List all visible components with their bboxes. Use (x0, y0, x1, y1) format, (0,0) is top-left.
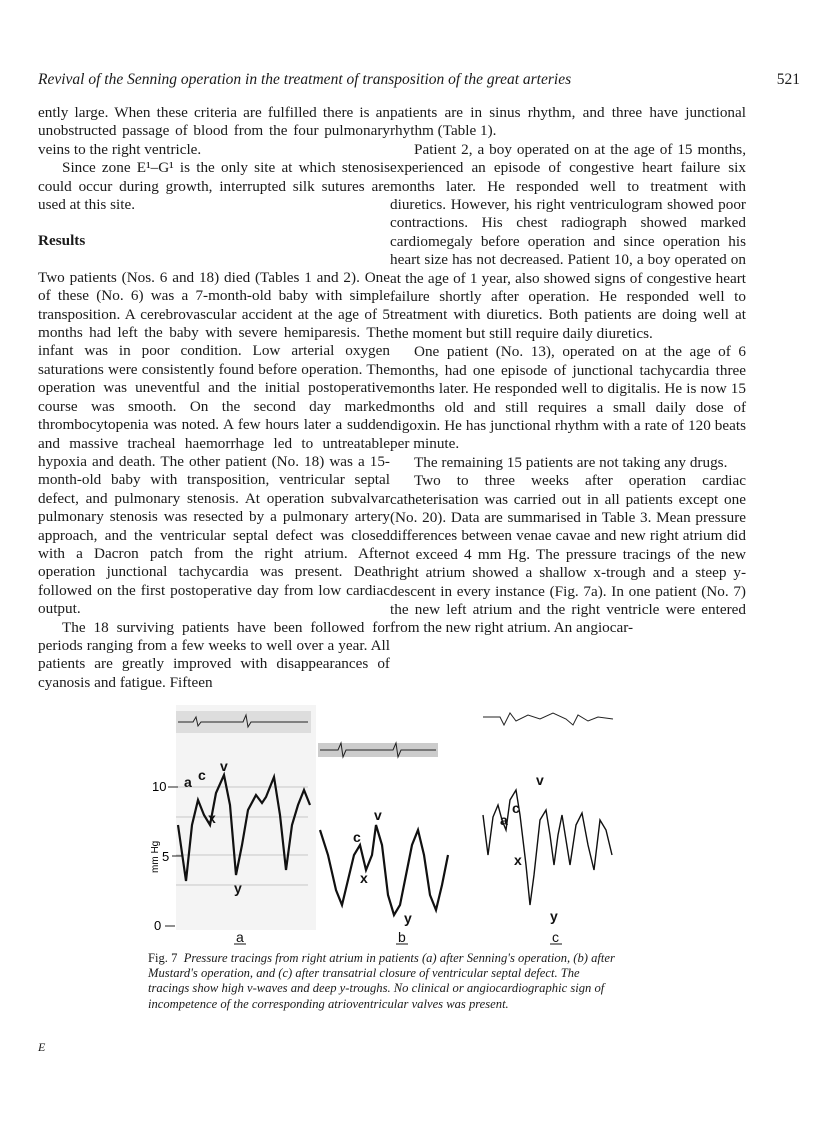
folio-mark: E (38, 1040, 46, 1054)
y-tick-5: 5 (162, 849, 170, 864)
panel-c-ecg-trace (483, 713, 613, 725)
y-tick-0: 0 (154, 918, 162, 933)
panel-c-pressure-trace (483, 790, 612, 905)
page-number: 521 (776, 71, 800, 88)
panel-label-b: b (398, 929, 406, 945)
paragraph: Two patients (Nos. 6 and 18) died (Tables 1 and 2). One of these (No. 6) was a 7-month-old baby with simple transposition. A cerebrovascular accident at the age of 5 months had left the baby with severe hemiparesis. The infant was in poor condition. Low arterial oxygen saturations were consistently found before operation. The operation was uneventful and the initial postoperative course was smooth. On the second day marked thrombocytopenia was noted. A few hours later a sudden and massive tracheal haemorrhage led to untreatable hypoxia and death. The other patient (No. 18) was a 15-month-old baby with transposition, ventricular septal defect, and pulmonary stenosis. At operation subvalvar pulmonary stenosis was resected by a pulmonary artery approach, and the ventricular septal defect was closed with a Dacron patch from the right atrium. After operation junctional tachycardia was present. Death followed on the first postoperative day from low cardiac output. (38, 268, 390, 618)
wave-label-c-v: v (536, 772, 544, 788)
paragraph: Two to three weeks after operation cardiac catheterisation was carried out in all patients except one (No. 20). Data are summarised in Table 3. Mean pressure differences between venae cavae and new right atrium did not exceed 4 mm Hg. The pressure tracings of the new right atrium showed a shallow x-trough and a steep y-descent in every instance (Fig. 7a). In one patient (No. 7) the new left atrium and the right ventricle were entered from the new right atrium. An angiocar- (390, 472, 746, 637)
paragraph: The remaining 15 patients are not taking any drugs. (414, 453, 728, 471)
paragraph: patients are in sinus rhythm, and three have junctional rhythm (Table 1). (390, 104, 746, 140)
section-heading: Results (38, 232, 86, 250)
left-column (38, 104, 390, 692)
wave-label-b-y: y (404, 910, 412, 926)
wave-label-c-y: y (550, 908, 558, 924)
figure-caption-label: Fig. 7 (148, 951, 178, 965)
running-header (38, 71, 800, 93)
wave-label-a-y: y (234, 880, 242, 896)
wave-label-b-v: v (374, 807, 382, 823)
wave-label-c-x: x (514, 852, 522, 868)
paragraph: One patient (No. 13), operated on at the age of 6 months, had one episode of junctional tachycardia three months later. He responded well to digitalis. He is now 15 months old and still requires a small daily dose of digoxin. He has junctional rhythm with a rate of 120 beats per minute. (390, 343, 746, 453)
wave-label-a-c: c (198, 767, 206, 783)
running-title: Revival of the Senning operation in the treatment of transposition of the great arteries (38, 71, 572, 88)
wave-label-a-v: v (220, 758, 228, 774)
paragraph: The 18 surviving patients have been followed for periods ranging from a few weeks to well over a year. All patients are greatly improved with disappearances of cyanosis and fatigue. Fifteen (38, 618, 390, 691)
figure-caption (148, 951, 618, 1012)
paragraph: Since zone E¹–G¹ is the only site at which stenosis could occur during growth, interrupted silk sutures are used at this site. (38, 159, 390, 214)
paragraph: ently large. When these criteria are fulfilled there is an unobstructed passage of blood from the four pulmonary veins to the right ventricle. (38, 104, 390, 158)
wave-label-b-c: c (353, 829, 361, 845)
wave-label-c-c: c (512, 800, 520, 816)
tracing-figure-svg (148, 705, 628, 945)
right-column (390, 104, 746, 638)
y-axis-unit: mm Hg (150, 840, 161, 873)
wave-label-a-x: x (208, 810, 216, 826)
panel-label-c: c (552, 929, 559, 945)
panel-b-pressure-trace (320, 825, 448, 915)
wave-label-a-a: a (184, 774, 192, 790)
paragraph: Patient 2, a boy operated on at the age of 15 months, experienced an episode of congestive heart failure six months later. He responded well to treatment with diuretics. However, his right ventriculogram showed poor contractions. His chest radiograph showed marked cardiomegaly before operation and since operation his heart size has not decreased. Patient 10, a boy operated on at the age of 1 year, also showed signs of congestive heart failure shortly after operation. He responded well to treatment with diuretics. Both patients are doing well at the moment but still require daily diuretics. (390, 140, 746, 342)
figure-pressure-tracings (148, 705, 628, 945)
y-tick-10: 10 (152, 779, 167, 794)
figure-caption-text: Pressure tracings from right atrium in patients (a) after Senning's operation, (b) after Mustard's operation, and (c) after transatrial closure of ventricular septal defect. The tracings show high v-waves and deep y-troughs. No clinical or angiocardiographic sign of incompetence of the corresponding atrioventricular valves was present. (148, 951, 615, 1011)
panel-label-a: a (236, 929, 244, 945)
wave-label-c-a: a (500, 812, 508, 828)
wave-label-b-x: x (360, 870, 368, 886)
